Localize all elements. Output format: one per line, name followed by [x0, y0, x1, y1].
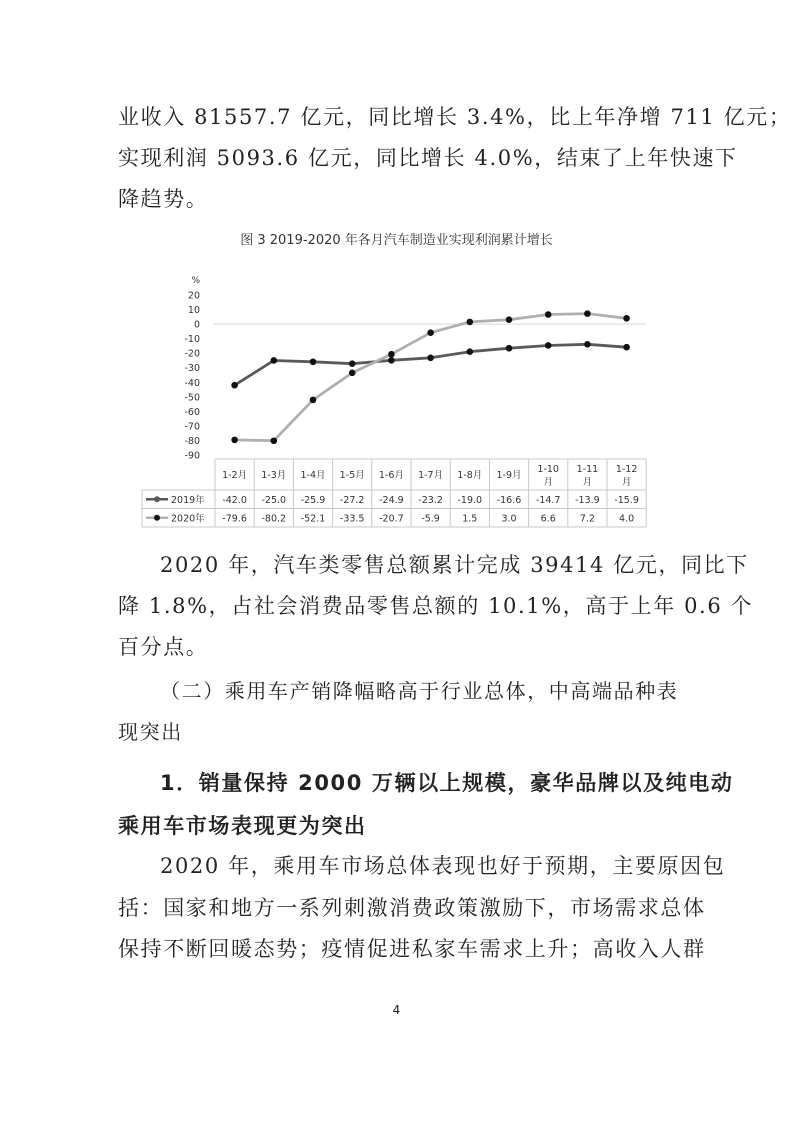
data-point — [310, 397, 317, 404]
y-tick-label: -20 — [184, 348, 200, 360]
table-value-cell: -24.9 — [379, 494, 404, 506]
data-point — [506, 345, 513, 352]
y-tick-label: 10 — [187, 305, 200, 317]
table-value-cell: -80.2 — [261, 513, 287, 525]
y-tick-label: -50 — [184, 392, 200, 404]
table-value-cell: -79.6 — [222, 513, 247, 525]
table-value-cell: 6.6 — [540, 513, 556, 525]
table-value-cell: 7.2 — [579, 513, 595, 525]
table-value-cell: 1.5 — [462, 513, 478, 525]
x-category-label: 1-5月 — [339, 470, 365, 481]
y-tick-label: -30 — [184, 363, 200, 375]
profit-growth-chart — [130, 262, 690, 532]
subsection-heading: 1．销量保持 2000 万辆以上规模，豪华品牌以及纯电动 — [160, 771, 734, 795]
x-category-label: 1-4月 — [300, 470, 326, 481]
data-point — [231, 437, 238, 444]
table-value-cell: -25.0 — [261, 494, 287, 506]
section-heading: 现突出 — [118, 720, 183, 744]
legend-swatch-marker — [154, 515, 160, 521]
table-value-cell: -14.7 — [535, 494, 561, 506]
y-tick-label: -60 — [184, 406, 200, 418]
y-tick-label: -70 — [184, 421, 200, 433]
table-value-cell: -5.9 — [421, 513, 440, 525]
y-tick-label: 0 — [193, 319, 200, 331]
legend-series-name: 2020年 — [171, 513, 205, 525]
x-category-label-suffix: 月 — [582, 477, 593, 488]
y-tick-label: -40 — [184, 377, 200, 389]
table-value-cell: -13.9 — [575, 494, 600, 506]
table-value-cell: -15.9 — [614, 494, 639, 506]
table-value-cell: 3.0 — [501, 513, 517, 525]
data-point — [388, 351, 395, 358]
y-tick-label: -90 — [184, 450, 200, 462]
body-text-line: 实现利润 5093.6 亿元，同比增长 4.0%，结束了上年快速下 — [118, 146, 738, 170]
table-value-cell: 4.0 — [619, 513, 635, 525]
data-point — [545, 342, 552, 349]
data-point — [388, 357, 395, 364]
body-text-line: 百分点。 — [118, 635, 209, 659]
data-point — [623, 344, 630, 351]
y-axis-unit-label: % — [191, 276, 200, 286]
body-text-line: 降趋势。 — [118, 187, 209, 211]
data-point — [427, 355, 434, 362]
page-number: 4 — [392, 1003, 401, 1017]
table-value-cell: -20.7 — [379, 513, 404, 525]
x-category-label-suffix: 月 — [543, 477, 553, 488]
data-point — [584, 310, 591, 317]
subsection-heading: 乘用车市场表现更为突出 — [118, 814, 367, 838]
y-tick-label: 20 — [187, 290, 200, 302]
x-category-label: 1-8月 — [457, 470, 483, 481]
body-text-line: 降 1.8%，占社会消费品零售总额的 10.1%，高于上年 0.6 个 — [118, 594, 754, 618]
series-line-1 — [235, 344, 627, 385]
data-point — [271, 357, 278, 364]
data-point — [231, 382, 238, 389]
table-value-cell: -16.6 — [496, 494, 522, 506]
data-point — [506, 316, 513, 323]
x-category-label: 1-11 — [576, 464, 599, 475]
section-heading: （二）乘用车产销降幅略高于行业总体，中高端品种表 — [160, 679, 679, 703]
y-tick-label: -10 — [184, 334, 200, 346]
data-point — [467, 348, 474, 355]
data-point — [584, 341, 591, 348]
data-point — [545, 311, 552, 318]
data-point — [310, 358, 317, 365]
body-text-line: 2020 年，乘用车市场总体表现也好于预期，主要原因包 — [160, 854, 726, 878]
legend-swatch-marker — [154, 496, 160, 502]
body-text-line: 括：国家和地方一系列刺激消费政策激励下，市场需求总体 — [118, 896, 706, 920]
table-value-cell: -25.9 — [300, 494, 326, 506]
body-text-line: 2020 年，汽车类零售总额累计完成 39414 亿元，同比下 — [160, 553, 749, 577]
table-value-cell: -52.1 — [300, 513, 326, 525]
body-text-line: 保持不断回暖态势；疫情促进私家车需求上升；高收入人群 — [118, 937, 706, 961]
x-category-label: 1-6月 — [378, 470, 404, 481]
figure-caption: 图 3 2019-2020 年各月汽车制造业实现利润累计增长 — [240, 233, 553, 248]
body-text-line: 业收入 81557.7 亿元，同比增长 3.4%，比上年净增 711 亿元； — [118, 105, 792, 129]
data-point — [467, 319, 474, 326]
x-category-label: 1-9月 — [496, 470, 522, 481]
data-point — [427, 329, 434, 336]
table-value-cell: -19.0 — [457, 494, 483, 506]
x-category-label: 1-7月 — [418, 470, 444, 481]
data-point — [349, 370, 356, 377]
y-tick-label: -80 — [184, 435, 200, 447]
x-category-label: 1-3月 — [261, 470, 287, 481]
table-value-cell: -33.5 — [339, 513, 365, 525]
table-value-cell: -42.0 — [222, 494, 247, 506]
x-category-label-suffix: 月 — [621, 477, 632, 488]
data-point — [623, 315, 630, 322]
table-value-cell: -23.2 — [418, 494, 443, 506]
table-value-cell: -27.2 — [339, 494, 365, 506]
data-point — [349, 360, 356, 367]
x-category-label: 1-2月 — [222, 470, 248, 481]
data-point — [271, 437, 278, 444]
legend-series-name: 2019年 — [171, 494, 205, 506]
x-category-label: 1-10 — [537, 464, 559, 475]
x-category-label: 1-12 — [615, 464, 638, 475]
